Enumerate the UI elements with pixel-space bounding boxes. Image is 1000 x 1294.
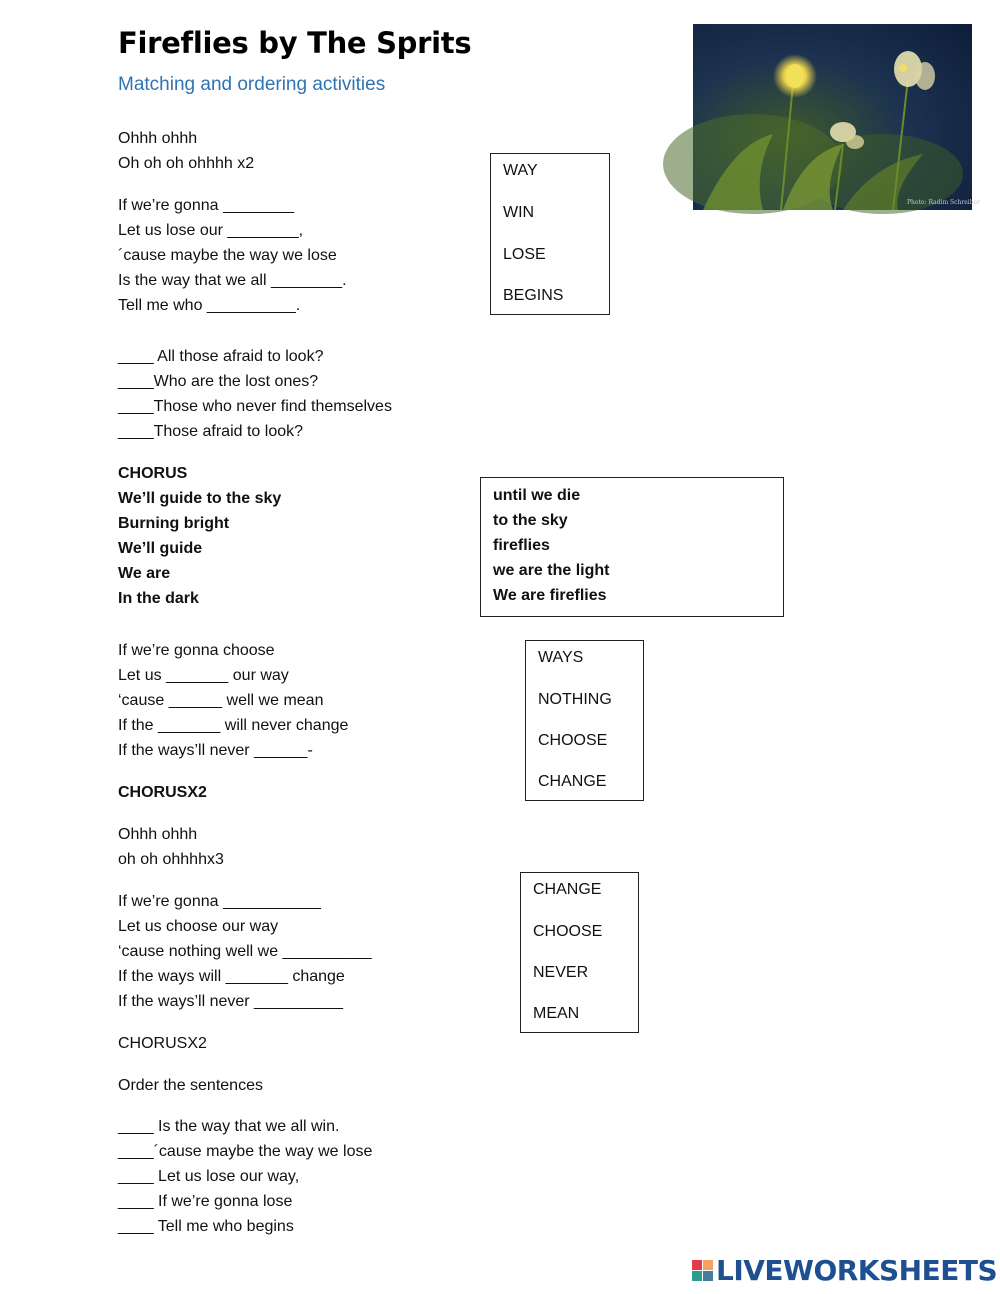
lyric-line: Let us lose our ________, — [118, 222, 304, 239]
logo-tile — [703, 1271, 713, 1281]
logo-text: LIVEWORKSHEETS — [716, 1253, 998, 1287]
chorus-option[interactable]: We are fireflies — [493, 587, 607, 604]
verse-3 — [118, 889, 372, 1014]
order-item: ____ If we’re gonna lose — [118, 1193, 293, 1210]
chorus-x2-plain — [118, 1031, 207, 1056]
verse-2 — [118, 638, 348, 763]
word-option[interactable]: CHANGE — [538, 773, 607, 790]
liveworksheets-logo[interactable] — [692, 1253, 997, 1287]
word-option[interactable]: WIN — [503, 204, 535, 221]
order-items — [118, 1114, 372, 1239]
word-option[interactable]: LOSE — [503, 246, 546, 263]
word-option[interactable]: CHANGE — [533, 881, 602, 898]
order-heading-block — [118, 1073, 263, 1098]
word-box-1 — [490, 153, 610, 315]
lyric-line: Let us choose our way — [118, 918, 279, 935]
word-option[interactable]: NOTHING — [538, 691, 612, 708]
word-option[interactable]: WAY — [503, 162, 538, 179]
intro-lines — [118, 126, 254, 176]
logo-tiles-icon — [692, 1260, 713, 1281]
worksheet-subtitle: Matching and ordering activities — [118, 74, 386, 95]
lyric-line: Is the way that we all ________. — [118, 272, 347, 289]
word-option[interactable]: CHOOSE — [538, 732, 608, 749]
chorus-line: In the dark — [118, 590, 199, 607]
chorus-option[interactable]: we are the light — [493, 562, 610, 579]
word-option[interactable]: WAYS — [538, 649, 584, 666]
lyric-line: If the ways’ll never __________ — [118, 993, 344, 1010]
order-item: ____ Is the way that we all win. — [118, 1118, 340, 1135]
chorus-line: Burning bright — [118, 515, 230, 532]
lyric-line: If the ways’ll never ______- — [118, 742, 313, 759]
order-heading: Order the sentences — [118, 1077, 263, 1094]
chorus-line: We’ll guide to the sky — [118, 490, 282, 507]
order-item: ____ Let us lose our way, — [118, 1168, 300, 1185]
chorus-x2-label — [118, 780, 207, 805]
lyric-line: oh oh ohhhhx3 — [118, 851, 224, 868]
chorus-repeat: CHORUSX2 — [118, 1035, 207, 1052]
word-option[interactable]: NEVER — [533, 964, 589, 981]
chorus-block — [118, 461, 281, 611]
lyric-line: Ohhh ohhh — [118, 826, 198, 843]
chorus-option[interactable]: to the sky — [493, 512, 568, 529]
order-item: ____ Tell me who begins — [118, 1218, 294, 1235]
photo-credit: Photo: Radim Schreiber — [907, 199, 980, 206]
chorus-option[interactable]: until we die — [493, 487, 581, 504]
chorus-line: We’ll guide — [118, 540, 203, 557]
word-box-2 — [525, 640, 644, 801]
chorus-options-box — [480, 477, 784, 617]
lyric-line: ‘cause ______ well we mean — [118, 692, 324, 709]
question-line: ____Those who never find themselves — [118, 398, 392, 415]
verse-1 — [118, 193, 347, 318]
lyric-line: If we’re gonna ___________ — [118, 893, 321, 910]
lyric-line: Oh oh oh ohhhh x2 — [118, 155, 255, 172]
fireflies-photo — [693, 24, 980, 210]
worksheet-title: Fireflies by The Sprits — [118, 26, 472, 60]
lyric-line: Let us _______ our way — [118, 667, 289, 684]
logo-tile — [703, 1260, 713, 1270]
outro-lines — [118, 822, 224, 872]
order-item: ____´cause maybe the way we lose — [118, 1143, 373, 1160]
word-option[interactable]: CHOOSE — [533, 923, 603, 940]
word-box-3 — [520, 872, 639, 1033]
chorus-repeat: CHORUSX2 — [118, 784, 207, 801]
chorus-heading: CHORUS — [118, 465, 188, 482]
lyric-line: Tell me who __________. — [118, 297, 301, 314]
lyric-line: If we’re gonna choose — [118, 642, 275, 659]
logo-tile — [692, 1271, 702, 1281]
word-option[interactable]: MEAN — [533, 1005, 580, 1022]
question-lines — [118, 344, 392, 444]
chorus-option[interactable]: fireflies — [493, 537, 550, 554]
lyric-line: ´cause maybe the way we lose — [118, 247, 337, 264]
lyric-line: If the _______ will never change — [118, 717, 349, 734]
chorus-line: We are — [118, 565, 171, 582]
word-option[interactable]: BEGINS — [503, 287, 564, 304]
lyric-line: ‘cause nothing well we __________ — [118, 943, 372, 960]
question-line: ____Those afraid to look? — [118, 423, 304, 440]
lyric-line: If the ways will _______ change — [118, 968, 345, 985]
lyric-line: Ohhh ohhh — [118, 130, 198, 147]
question-line: ____ All those afraid to look? — [118, 348, 324, 365]
logo-tile — [692, 1260, 702, 1270]
lyric-line: If we’re gonna ________ — [118, 197, 295, 214]
question-line: ____Who are the lost ones? — [118, 373, 319, 390]
